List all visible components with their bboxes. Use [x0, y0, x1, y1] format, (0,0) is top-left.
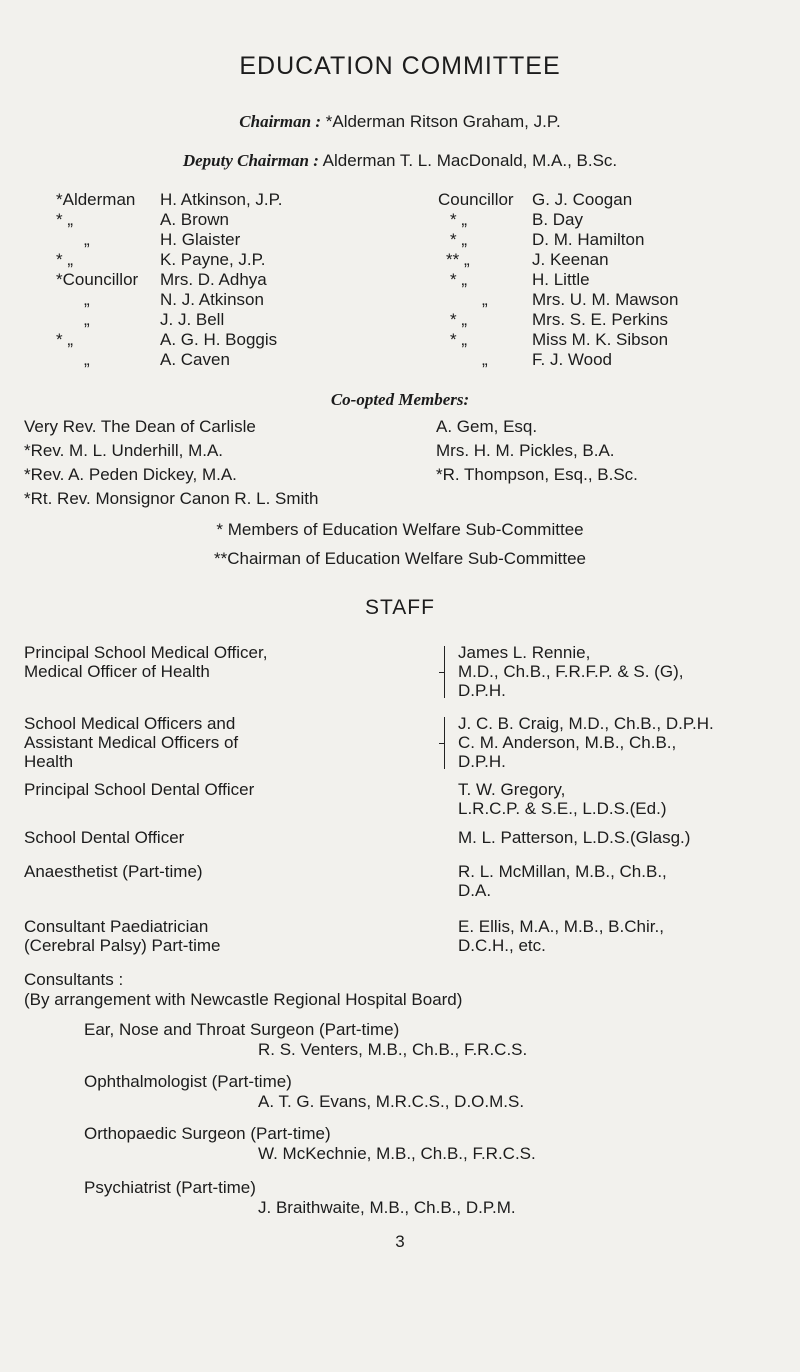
staff-holder: James L. Rennie, [458, 643, 591, 662]
page-number: 3 [395, 1232, 405, 1251]
member-name: A. Caven [160, 350, 230, 369]
coopted-member: *Rev. M. L. Underhill, M.A. [24, 441, 224, 460]
coopted-member: Mrs. H. M. Pickles, B.A. [436, 441, 615, 460]
consultant-role: Orthopaedic Surgeon (Part-time) [84, 1124, 331, 1143]
staff-role: School Medical Officers and [24, 714, 236, 733]
member-name: N. J. Atkinson [160, 290, 264, 309]
consultants-arrangement: (By arrangement with Newcastle Regional Hospital Board) [24, 990, 463, 1009]
member-name: Mrs. S. E. Perkins [532, 310, 669, 329]
consultant-name: R. S. Venters, M.B., Ch.B., F.R.C.S. [258, 1040, 528, 1059]
staff-holder: C. M. Anderson, M.B., Ch.B., [458, 733, 677, 752]
deputy-chairman-line [0, 151, 800, 171]
member-prefix: * „ [56, 210, 73, 229]
consultant-name: J. Braithwaite, M.B., Ch.B., D.P.M. [258, 1198, 516, 1217]
chairman-line [0, 112, 800, 132]
staff-role: School Dental Officer [24, 828, 185, 847]
member-prefix: „ [482, 350, 488, 369]
member-prefix: „ [84, 230, 90, 249]
member-prefix: * „ [450, 330, 467, 349]
member-prefix: * „ [450, 230, 467, 249]
member-name: H. Glaister [160, 230, 241, 249]
staff-holder: D.P.H. [458, 681, 506, 700]
consultants-heading: Consultants : [24, 970, 124, 989]
staff-holder: D.A. [458, 881, 492, 900]
staff-role: Anaesthetist (Part-time) [24, 862, 203, 881]
consultant-role: Psychiatrist (Part-time) [84, 1178, 256, 1197]
member-name: Mrs. D. Adhya [160, 270, 267, 289]
staff-holder: M.D., Ch.B., F.R.F.P. & S. (G), [458, 662, 684, 681]
member-name: J. J. Bell [160, 310, 225, 329]
member-name: F. J. Wood [532, 350, 612, 369]
chairman-label: Chairman : [239, 112, 322, 131]
member-prefix: „ [84, 290, 90, 309]
coopted-member: *Rev. A. Peden Dickey, M.A. [24, 465, 237, 484]
member-prefix: *Alderman [56, 190, 136, 209]
staff-role: Consultant Paediatrician [24, 917, 209, 936]
coopted-member: A. Gem, Esq. [436, 417, 538, 436]
coopted-member: Very Rev. The Dean of Carlisle [24, 417, 256, 436]
member-prefix: „ [84, 350, 90, 369]
staff-holder: M. L. Patterson, L.D.S.(Glasg.) [458, 828, 691, 847]
chairman-value: *Alderman Ritson Graham, J.P. [325, 112, 561, 131]
staff-holder: R. L. McMillan, M.B., Ch.B., [458, 862, 667, 881]
member-name: A. Brown [160, 210, 229, 229]
member-name: H. Little [532, 270, 590, 289]
member-prefix: * „ [450, 270, 467, 289]
member-name: D. M. Hamilton [532, 230, 645, 249]
staff-role: Assistant Medical Officers of [24, 733, 239, 752]
footnote-double-asterisk: **Chairman of Education Welfare Sub-Committee [214, 549, 586, 568]
coopted-heading: Co-opted Members: [330, 390, 470, 409]
consultant-role: Ear, Nose and Throat Surgeon (Part-time) [84, 1020, 400, 1039]
member-prefix: * „ [450, 210, 467, 229]
member-name: B. Day [532, 210, 584, 229]
staff-holder: D.P.H. [458, 752, 506, 771]
staff-holder: J. C. B. Craig, M.D., Ch.B., D.P.H. [458, 714, 714, 733]
coopted-member: *R. Thompson, Esq., B.Sc. [436, 465, 638, 484]
member-prefix: „ [84, 310, 90, 329]
staff-role: Health [24, 752, 74, 771]
staff-role: Medical Officer of Health [24, 662, 210, 681]
member-prefix: * „ [450, 310, 467, 329]
deputy-chairman-label: Deputy Chairman : [182, 151, 319, 170]
member-prefix: „ [482, 290, 488, 309]
member-name: K. Payne, J.P. [160, 250, 266, 269]
deputy-chairman-value: Alderman T. L. MacDonald, M.A., B.Sc. [322, 151, 618, 170]
member-prefix: *Councillor [56, 270, 139, 289]
member-prefix: * „ [56, 250, 73, 269]
member-name: A. G. H. Boggis [160, 330, 278, 349]
consultant-role: Ophthalmologist (Part-time) [84, 1072, 292, 1091]
member-name: H. Atkinson, J.P. [160, 190, 283, 209]
consultant-name: W. McKechnie, M.B., Ch.B., F.R.C.S. [258, 1144, 536, 1163]
member-name: G. J. Coogan [532, 190, 633, 209]
staff-heading: STAFF [365, 596, 435, 619]
member-prefix: * „ [56, 330, 73, 349]
consultant-name: A. T. G. Evans, M.R.C.S., D.O.M.S. [258, 1092, 525, 1111]
member-prefix: ** „ [446, 250, 470, 269]
page-title: EDUCATION COMMITTEE [239, 52, 561, 80]
staff-holder: D.C.H., etc. [458, 936, 546, 955]
brace [444, 717, 445, 769]
staff-holder: T. W. Gregory, [458, 780, 566, 799]
staff-role: Principal School Medical Officer, [24, 643, 268, 662]
staff-holder: E. Ellis, M.A., M.B., B.Chir., [458, 917, 664, 936]
member-prefix: Councillor [438, 190, 514, 209]
staff-role: (Cerebral Palsy) Part-time [24, 936, 221, 955]
staff-role: Principal School Dental Officer [24, 780, 255, 799]
member-name: Mrs. U. M. Mawson [532, 290, 679, 309]
staff-holder: L.R.C.P. & S.E., L.D.S.(Ed.) [458, 799, 667, 818]
brace [444, 646, 445, 698]
footnote-single-asterisk: * Members of Education Welfare Sub-Committee [216, 520, 584, 539]
coopted-member: *Rt. Rev. Monsignor Canon R. L. Smith [24, 489, 319, 508]
member-name: J. Keenan [532, 250, 609, 269]
member-name: Miss M. K. Sibson [532, 330, 669, 349]
